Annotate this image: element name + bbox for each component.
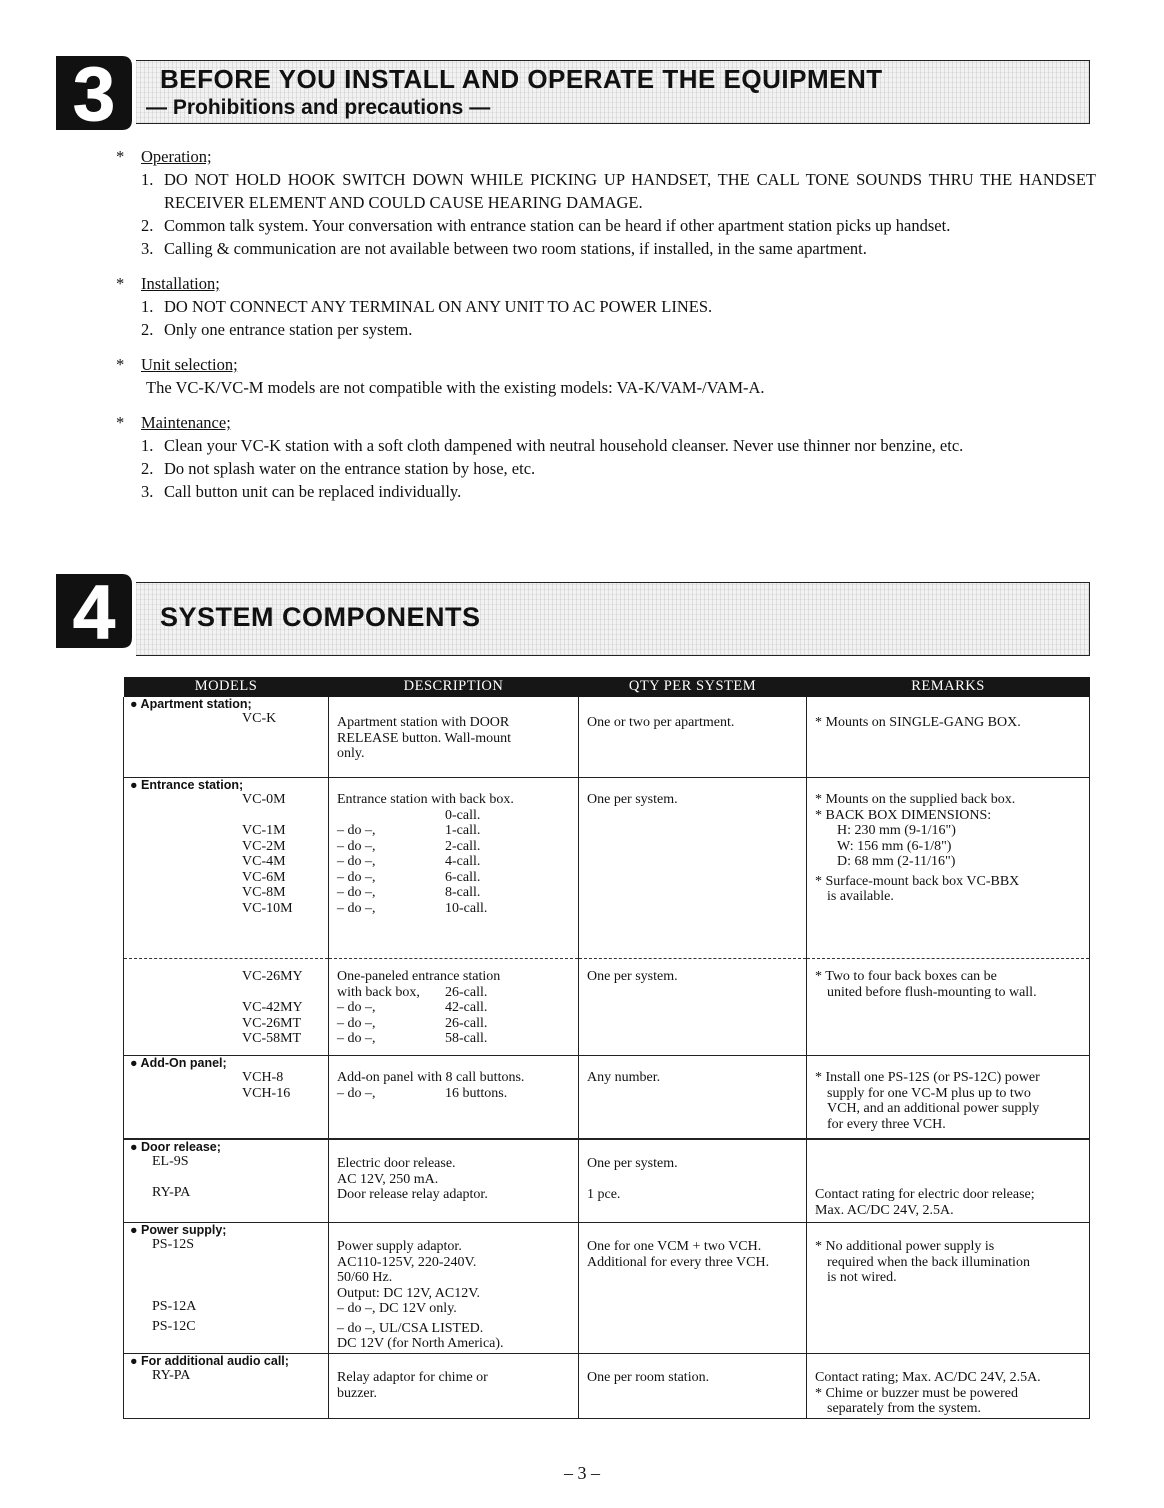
section-3-subtitle: — Prohibitions and precautions — [146,96,491,119]
category-label: ● For additional audio call; [130,1354,289,1368]
list-item: 3. Call button unit can be replaced individually. [141,482,462,501]
table-row: ● Apartment station; VC-K Apartment station with DOOR RELEASE button. Wall-mount only. One or two per apartment. * Mounts on SINGLE-GANG BOX. [124,697,1090,778]
section-number-3: 3 [72,52,116,132]
table-row: ● Door release; EL-9S RY-PA Electric door release. AC 12V, 250 mA. Door release relay adaptor. One per system. 1 pce. Contact rating for electric door release; Max. AC/DC 24V, 2.5A. [124,1139,1090,1223]
list-item: 1. DO NOT HOLD HOOK SWITCH DOWN WHILE PICKING UP HANDSET, THE CALL TONE SOUNDS THRU THE HANDSET RECEIVER ELEMENT AND COULD CAUSE HEARING DAMAGE. [141,170,1096,212]
category-label: ● Power supply; [130,1223,227,1237]
precaution-label: Maintenance; [141,413,231,432]
precaution-operation: * Operation; 1. DO NOT HOLD HOOK SWITCH DOWN WHILE PICKING UP HANDSET, THE CALL TONE SOUNDS THRU THE HANDSET RECEIVER ELEMENT AND COULD CAUSE HEARING DAMAGE. 2. Common talk system. Your conversation with entrance station can be heard if other apartment station picks up handset. 3. Calling & communication are not available between two room stations, if installed, in the same apartment. [116,147,1096,258]
precaution-label: Operation; [141,147,212,166]
section-number-3-badge [50,52,136,132]
list-item: 3. Calling & communication are not available between two room stations, if installed, in the same apartment. [141,239,867,258]
column-header-description: DESCRIPTION [329,677,579,697]
category-label: ● Entrance station; [130,778,244,792]
table-row: ● For additional audio call; RY-PA Relay adaptor for chime or buzzer. One per room station. Contact rating; Max. AC/DC 24V, 2.5A. * Chime or buzzer must be powered separately from the system. [124,1354,1090,1419]
section-4-title: SYSTEM COMPONENTS [160,602,481,632]
precaution-maintenance: * Maintenance; 1. Clean your VC-K station with a soft cloth dampened with neutral household cleanser. Never use thinner nor benzine, etc. 2. Do not splash water on the entrance station by hose, etc. 3. Call button unit can be replaced individually. [116,411,1096,503]
table-row: ● Add-On panel; VCH-8 VCH-16 Add-on panel with 8 call buttons. – do –, 16 buttons. Any number. * Install one PS-12S (or PS-12C) power supply for one VC-M plus up to two VCH, and an additional power supply for every three VCH. [124,1056,1090,1140]
section-4-header [50,570,1090,654]
precaution-label: Installation; [141,274,220,293]
list-item: 2. Do not splash water on the entrance station by hose, etc. [141,459,536,478]
list-item: 1. DO NOT CONNECT ANY TERMINAL ON ANY UNIT TO AC POWER LINES. [141,297,713,316]
model-name: VC-K [242,711,277,726]
list-item: 2. Only one entrance station per system. [141,320,413,339]
precaution-installation: * Installation; 1. DO NOT CONNECT ANY TERMINAL ON ANY UNIT TO AC POWER LINES. 2. Only one entrance station per system. [116,272,1096,341]
section-3-header [50,52,1090,136]
page-number: – 3 – [564,1463,600,1483]
table-row: ● Power supply; PS-12S PS-12A PS-12C Power supply adaptor. AC110-125V, 220-240V. 50/60 Hz. Output: DC 12V, AC12V. – do –, DC 12V only. – do –, UL/CSA LISTED. DC 12V (for North America). One for one VCM + two VCH. Additional for every three VCH. * No additional power supply is required when the back illumination is not wired. [124,1223,1090,1354]
table-header-row [124,677,1090,697]
precaution-text: The VC-K/VC-M models are not compatible with the existing models: VA-K/VAM-/VAM-A. [146,378,765,397]
section-3-title: BEFORE YOU INSTALL AND OPERATE THE EQUIPMENT [160,64,883,94]
column-header-models: MODELS [124,677,329,697]
precautions-list [116,145,1096,515]
section-number-4-badge [50,570,136,650]
category-label: ● Apartment station; [130,697,252,711]
precaution-label: Unit selection; [141,355,238,374]
category-label: ● Add-On panel; [130,1056,227,1070]
category-label: ● Door release; [130,1140,221,1154]
table-row: ● Entrance station; VC-0M VC-1M VC-2M VC-4M VC-6M VC-8M VC-10M Entrance station with back box. 0-call. – do –, 1-call. – do –, 2-call. – do –, 4-call. – do –, 6-call. – do –, 8-call. – do –, 10-call. One per system. * Mounts on the supplied back box. * BACK BOX DIMENSIONS: H: 230 mm (9-1/16") W: 156 mm (6-1/8") D: 68 mm (2-11/16") * Surface-mount back box VC-BBX is available. [124,778,1090,959]
table-row: VC-26MY VC-42MY VC-26MT VC-58MT One-paneled entrance station with back box, 26-call. – do –, 42-call. – do –, 26-call. – do –, 58-call. One per system. * Two to four back boxes can be united before flush-mounting to wall. [124,959,1090,1056]
list-item: 2. Common talk system. Your conversation with entrance station can be heard if other apartment station picks up handset. [141,216,951,235]
section-number-4: 4 [72,570,116,650]
system-components-table [123,677,1090,1419]
list-item: 1. Clean your VC-K station with a soft cloth dampened with neutral household cleanser. Never use thinner nor benzine, etc. [141,436,964,455]
precaution-unit-selection: * Unit selection; The VC-K/VC-M models are not compatible with the existing models: VA-K/VAM-/VAM-A. [116,353,1096,399]
column-header-qty: QTY PER SYSTEM [579,677,807,697]
column-header-remarks: REMARKS [807,677,1090,697]
